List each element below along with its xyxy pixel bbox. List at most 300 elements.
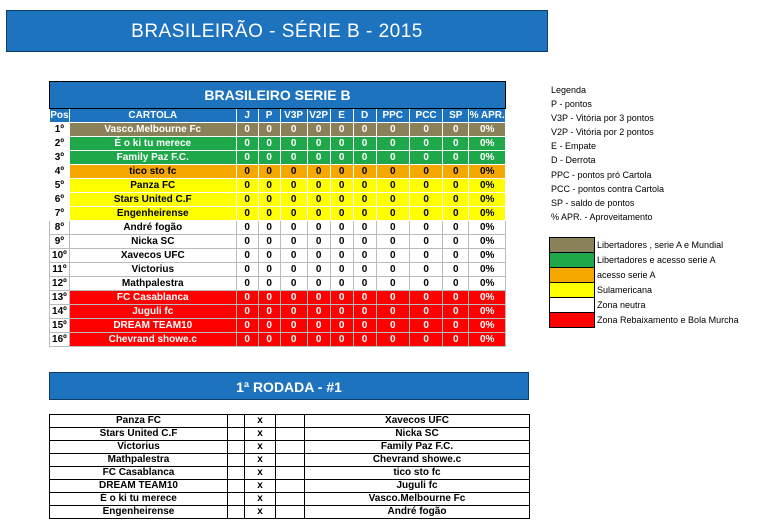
position-cell: 8º [50,221,70,235]
stat-cell: 0 [258,207,280,221]
away-score-cell [276,480,305,493]
stat-cell: 0 [258,235,280,249]
away-score-cell [276,493,305,506]
stat-cell: 0 [330,319,353,333]
zone-legend-row [550,268,741,283]
team-name-cell: Victorius [69,263,236,277]
zone-swatch [550,268,595,283]
stat-cell: 0% [469,179,506,193]
header-cell: CARTOLA [69,109,236,123]
standings-row [50,221,506,235]
page-banner: BRASILEIRÃO - SÉRIE B - 2015 [6,10,548,52]
stat-cell: 0 [280,207,307,221]
stat-cell: 0 [443,263,469,277]
away-team-cell: Family Paz F.C. [305,441,530,454]
zone-swatch [550,238,595,253]
legend-item: SP - saldo de pontos [551,197,635,208]
zone-swatch [550,298,595,313]
stat-cell: 0% [469,235,506,249]
zone-swatch [550,253,595,268]
position-cell: 11º [50,263,70,277]
stat-cell: 0 [409,319,442,333]
zone-legend-row [550,253,741,268]
stat-cell: 0 [330,235,353,249]
stat-cell: 0 [258,165,280,179]
stat-cell: 0 [236,263,258,277]
stat-cell: 0 [280,305,307,319]
position-cell: 1º [50,123,70,137]
stat-cell: 0 [443,179,469,193]
stat-cell: 0 [376,193,409,207]
zone-legend-row [550,283,741,298]
stat-cell: 0 [307,319,330,333]
stat-cell: 0 [280,277,307,291]
stat-cell: 0% [469,165,506,179]
team-name-cell: É o ki tu merece [69,137,236,151]
home-team-cell: Panza FC [50,415,228,428]
stat-cell: 0 [236,291,258,305]
stat-cell: 0 [353,333,376,347]
legend-item: P - pontos [551,99,592,110]
stat-cell: 0 [236,249,258,263]
stat-cell: 0 [280,221,307,235]
stat-cell: 0 [376,123,409,137]
stat-cell: 0 [307,333,330,347]
versus-cell: x [245,415,276,428]
stat-cell: 0% [469,305,506,319]
stat-cell: 0 [236,305,258,319]
standings-title: BRASILEIRO SERIE B [50,82,506,109]
stat-cell: 0 [353,305,376,319]
team-name-cell: FC Casablanca [69,291,236,305]
stat-cell: 0 [376,291,409,305]
stat-cell: 0% [469,207,506,221]
stat-cell: 0 [236,179,258,193]
away-score-cell [276,454,305,467]
stat-cell: 0 [330,333,353,347]
stat-cell: 0 [258,123,280,137]
legend-item: % APR. - Aproveitamento [551,211,653,222]
stat-cell: 0 [307,305,330,319]
stat-cell: 0 [236,319,258,333]
away-team-cell: Juguli fc [305,480,530,493]
header-cell: V3P [280,109,307,123]
stat-cell: 0% [469,221,506,235]
home-team-cell: Stars United C.F [50,428,228,441]
away-score-cell [276,506,305,519]
stat-cell: 0 [376,137,409,151]
versus-cell: x [245,441,276,454]
home-score-cell [228,480,245,493]
position-cell: 6º [50,193,70,207]
stat-cell: 0 [258,277,280,291]
zone-swatch [550,283,595,298]
standings-row [50,207,506,221]
stat-cell: 0 [409,207,442,221]
standings-row [50,235,506,249]
match-row [50,441,530,454]
stat-cell: 0 [353,319,376,333]
stat-cell: 0 [280,179,307,193]
stat-cell: 0 [409,235,442,249]
stat-cell: 0 [330,221,353,235]
match-row [50,480,530,493]
stat-cell: 0 [353,235,376,249]
position-cell: 2º [50,137,70,151]
position-cell: 5º [50,179,70,193]
team-name-cell: Engenheirense [69,207,236,221]
stat-cell: 0 [280,193,307,207]
home-score-cell [228,415,245,428]
stat-cell: 0 [236,221,258,235]
stat-cell: 0 [330,193,353,207]
stat-cell: 0 [280,249,307,263]
away-team-cell: Vasco.Melbourne Fc [305,493,530,506]
home-score-cell [228,454,245,467]
stat-cell: 0 [280,151,307,165]
zone-legend-row [550,313,741,328]
away-score-cell [276,428,305,441]
team-name-cell: Juguli fc [69,305,236,319]
position-cell: 14º [50,305,70,319]
match-row [50,506,530,519]
legend-item: D - Derrota [551,155,596,166]
stat-cell: 0 [280,319,307,333]
stat-cell: 0 [443,333,469,347]
stat-cell: 0 [353,263,376,277]
zone-label: Zona neutra [597,300,646,310]
stat-cell: 0% [469,291,506,305]
stat-cell: 0 [330,249,353,263]
home-team-cell: Engenheirense [50,506,228,519]
stat-cell: 0 [376,151,409,165]
zone-label: Libertadores , serie A e Mundial [597,240,724,250]
stat-cell: 0% [469,319,506,333]
versus-cell: x [245,454,276,467]
stat-cell: 0 [330,179,353,193]
zone-label: Zona Rebaixamento e Bola Murcha [597,315,739,325]
team-name-cell: Vasco.Melbourne Fc [69,123,236,137]
stat-cell: 0 [236,235,258,249]
stat-cell: 0 [409,137,442,151]
stat-cell: 0 [330,165,353,179]
versus-cell: x [245,493,276,506]
stat-cell: 0 [443,137,469,151]
legend-item: PCC - pontos contra Cartola [551,183,665,194]
stat-cell: 0 [307,207,330,221]
stat-cell: 0 [258,319,280,333]
stat-cell: 0 [307,235,330,249]
stat-cell: 0 [443,207,469,221]
stat-cell: 0 [409,151,442,165]
stat-cell: 0% [469,333,506,347]
stat-cell: 0 [376,263,409,277]
versus-cell: x [245,506,276,519]
stat-cell: 0 [307,179,330,193]
stat-cell: 0 [236,123,258,137]
stat-cell: 0 [409,165,442,179]
header-cell: PPC [376,109,409,123]
stat-cell: 0 [443,193,469,207]
team-name-cell: André fogão [69,221,236,235]
stat-cell: 0 [258,137,280,151]
position-cell: 16º [50,333,70,347]
stat-cell: 0 [353,123,376,137]
stat-cell: 0% [469,151,506,165]
standings-table [49,81,506,347]
team-name-cell: DREAM TEAM10 [69,319,236,333]
stat-cell: 0 [353,151,376,165]
stat-cell: 0 [258,333,280,347]
stat-cell: 0 [236,137,258,151]
stat-cell: 0 [353,165,376,179]
stat-cell: 0 [409,291,442,305]
standings-row [50,319,506,333]
legend-title: Legenda [551,85,587,95]
stat-cell: 0 [409,263,442,277]
stat-cell: 0 [443,277,469,291]
standings-row [50,277,506,291]
position-cell: 15º [50,319,70,333]
match-row [50,493,530,506]
zone-label: Sulamericana [597,285,653,295]
stat-cell: 0% [469,193,506,207]
zone-legend-row [550,238,741,253]
stat-cell: 0 [409,179,442,193]
stat-cell: 0 [353,277,376,291]
team-name-cell: Xavecos UFC [69,249,236,263]
home-score-cell [228,506,245,519]
stat-cell: 0 [258,291,280,305]
match-row [50,467,530,480]
stat-cell: 0 [236,151,258,165]
home-score-cell [228,441,245,454]
stat-cell: 0 [376,207,409,221]
standings-row [50,333,506,347]
abbreviation-legend [551,83,664,224]
stat-cell: 0 [307,193,330,207]
stat-cell: 0 [280,291,307,305]
position-cell: 9º [50,235,70,249]
home-score-cell [228,467,245,480]
header-cell: P [258,109,280,123]
stat-cell: 0 [353,249,376,263]
versus-cell: x [245,467,276,480]
stat-cell: 0 [409,277,442,291]
away-team-cell: Xavecos UFC [305,415,530,428]
stat-cell: 0% [469,137,506,151]
position-cell: 7º [50,207,70,221]
stat-cell: 0 [280,165,307,179]
legend-item: V3P - Vitória por 3 pontos [551,113,654,124]
standings-row [50,151,506,165]
away-team-cell: tico sto fc [305,467,530,480]
stat-cell: 0 [258,263,280,277]
stat-cell: 0 [280,263,307,277]
stat-cell: 0 [307,291,330,305]
standings-header-row [50,109,506,123]
stat-cell: 0 [307,277,330,291]
stat-cell: 0 [376,319,409,333]
stat-cell: 0 [307,123,330,137]
away-team-cell: Nicka SC [305,428,530,441]
home-score-cell [228,493,245,506]
position-cell: 4º [50,165,70,179]
position-cell: 13º [50,291,70,305]
stat-cell: 0 [353,291,376,305]
away-score-cell [276,441,305,454]
stat-cell: 0 [443,151,469,165]
stat-cell: 0 [409,249,442,263]
legend-item: E - Empate [551,141,597,152]
stat-cell: 0 [258,249,280,263]
stat-cell: 0 [236,333,258,347]
away-score-cell [276,415,305,428]
stat-cell: 0 [330,277,353,291]
position-cell: 12º [50,277,70,291]
stat-cell: 0 [376,221,409,235]
stat-cell: 0 [376,165,409,179]
header-cell: Pos [50,110,69,121]
stat-cell: 0 [409,305,442,319]
standings-row [50,137,506,151]
team-name-cell: Nicka SC [69,235,236,249]
team-name-cell: Chevrand showe.c [69,333,236,347]
matches-table [49,414,530,519]
stat-cell: 0 [443,319,469,333]
stat-cell: 0 [376,305,409,319]
stat-cell: 0 [280,123,307,137]
legend-item: PPC - pontos pró Cartola [551,169,652,180]
versus-cell: x [245,480,276,493]
standings-row [50,263,506,277]
stat-cell: 0 [376,333,409,347]
stat-cell: 0 [330,305,353,319]
stat-cell: 0 [330,151,353,165]
home-team-cell: FC Casablanca [50,467,228,480]
team-name-cell: Mathpalestra [69,277,236,291]
stat-cell: 0 [409,333,442,347]
position-cell: 10º [50,249,70,263]
versus-cell: x [245,428,276,441]
stat-cell: 0 [443,221,469,235]
zone-legend-row [550,298,741,313]
stat-cell: 0 [443,305,469,319]
stat-cell: 0 [307,263,330,277]
away-score-cell [276,467,305,480]
header-cell: E [330,109,353,123]
stat-cell: 0 [409,221,442,235]
header-cell: SP [443,109,469,123]
standings-row [50,291,506,305]
team-name-cell: Panza FC [69,179,236,193]
team-name-cell: Family Paz F.C. [69,151,236,165]
stat-cell: 0 [307,221,330,235]
stat-cell: 0 [280,235,307,249]
stat-cell: 0 [443,165,469,179]
stat-cell: 0 [443,291,469,305]
stat-cell: 0 [280,137,307,151]
stat-cell: 0 [258,305,280,319]
standings-row [50,305,506,319]
team-name-cell: Stars United C.F [69,193,236,207]
match-row [50,454,530,467]
stat-cell: 0 [376,249,409,263]
standings-row [50,249,506,263]
stat-cell: 0 [258,193,280,207]
stat-cell: 0% [469,123,506,137]
header-cell: V2P [307,109,330,123]
zone-label: acesso serie A [597,270,656,280]
header-cell: D [353,109,376,123]
stat-cell: 0 [280,333,307,347]
stat-cell: 0 [236,165,258,179]
stat-cell: 0 [443,235,469,249]
home-team-cell: É o ki tu merece [50,493,228,506]
away-team-cell: Chevrand showe.c [305,454,530,467]
stat-cell: 0 [330,291,353,305]
zone-legend [549,237,741,328]
round-title: 1ª RODADA - #1 [49,372,529,400]
stat-cell: 0 [307,151,330,165]
header-cell: J [236,109,258,123]
stat-cell: 0 [353,179,376,193]
stat-cell: 0 [353,207,376,221]
stat-cell: 0 [330,263,353,277]
stat-cell: 0 [307,249,330,263]
stat-cell: 0 [258,179,280,193]
header-cell: % APR. [469,110,505,121]
header-cell: PCC [409,109,442,123]
away-team-cell: André fogão [305,506,530,519]
stat-cell: 0 [353,221,376,235]
stat-cell: 0 [236,193,258,207]
match-row [50,415,530,428]
stat-cell: 0 [376,235,409,249]
stat-cell: 0 [307,165,330,179]
stat-cell: 0 [376,179,409,193]
stat-cell: 0 [258,221,280,235]
stat-cell: 0 [330,207,353,221]
zone-swatch [550,313,595,328]
stat-cell: 0 [258,151,280,165]
stat-cell: 0 [376,277,409,291]
home-score-cell [228,428,245,441]
stat-cell: 0 [353,193,376,207]
stat-cell: 0 [236,277,258,291]
stat-cell: 0 [353,137,376,151]
zone-label: Libertadores e acesso serie A [597,255,716,265]
standings-row [50,123,506,137]
stat-cell: 0% [469,249,506,263]
stat-cell: 0 [409,123,442,137]
stat-cell: 0 [330,137,353,151]
stat-cell: 0 [443,249,469,263]
stat-cell: 0 [443,123,469,137]
position-cell: 3º [50,151,70,165]
standings-row [50,179,506,193]
home-team-cell: Victorius [50,441,228,454]
stat-cell: 0 [330,123,353,137]
standings-row [50,193,506,207]
stat-cell: 0% [469,277,506,291]
stat-cell: 0 [236,207,258,221]
team-name-cell: tico sto fc [69,165,236,179]
match-row [50,428,530,441]
stat-cell: 0% [469,263,506,277]
home-team-cell: Mathpalestra [50,454,228,467]
legend-item: V2P - Vitória por 2 pontos [551,127,654,138]
